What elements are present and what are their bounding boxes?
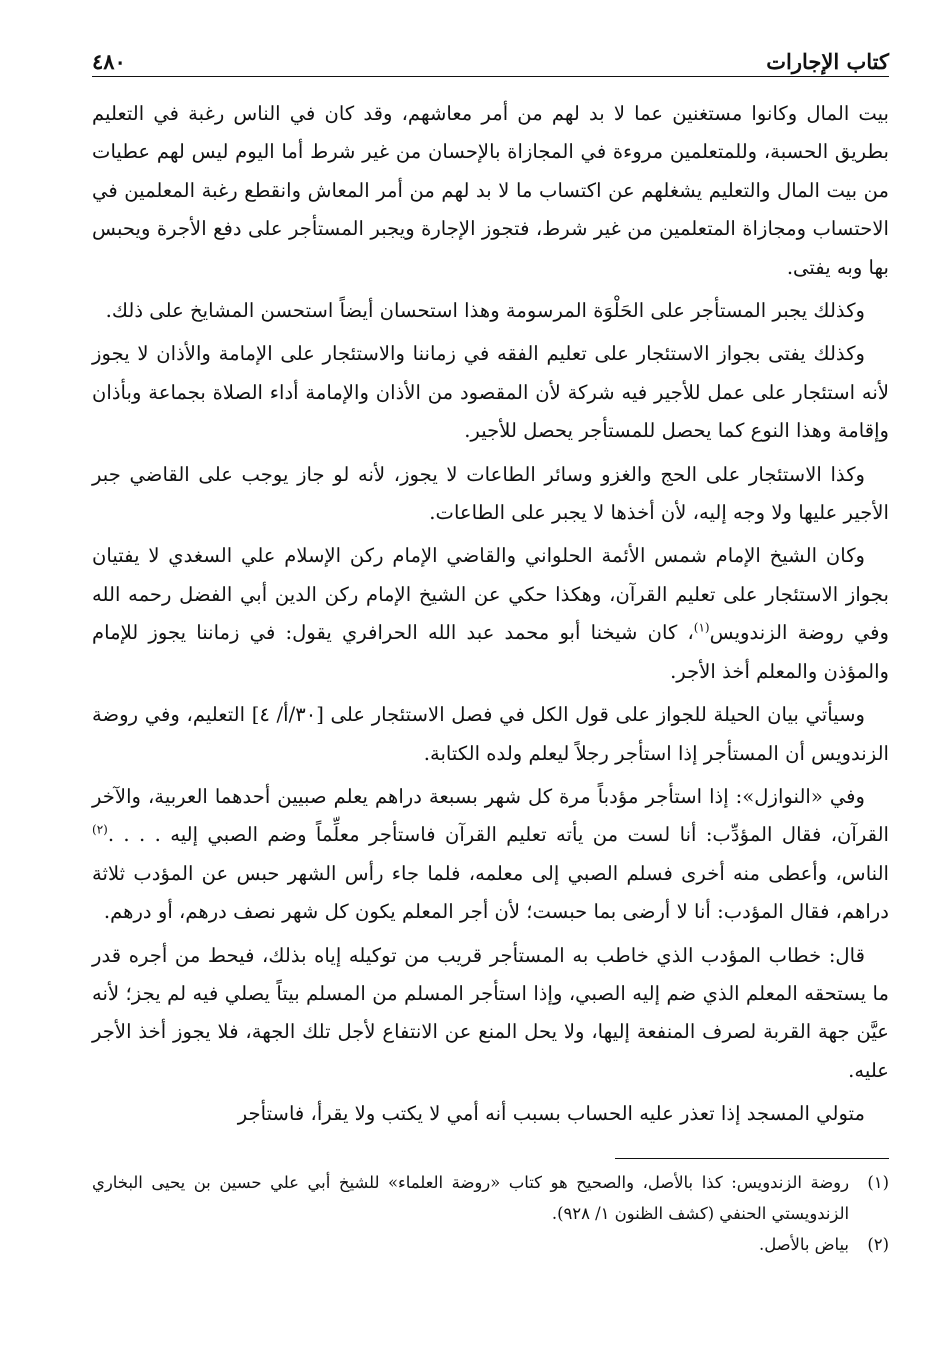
footnote bbox=[92, 1167, 889, 1229]
paragraph bbox=[92, 95, 889, 287]
paragraph-text: وكذا الاستئجار على الحج والغزو وسائر الطاعات لا يجوز، لأنه لو جاز يوجب على القاضي جبر الأجير عليها ولا وجه إليه، لأن أخذها لا يجبر على الطاعات. bbox=[92, 462, 889, 525]
paragraph bbox=[92, 456, 889, 533]
page-number: ٤٨٠ bbox=[92, 49, 126, 74]
paragraph-text: وكذلك يفتى بجواز الاستئجار على تعليم الفقه في زماننا والاستئجار على الإمامة والأذان لا يجوز لأنه استئجار على عمل للأجير فيه شركة لأن المقصود من الأذان والإمامة أداء الصلاة بجماعة وبأذان وإقامة وهذا النوع كما يحصل للمستأجر يحصل للأجير. bbox=[92, 342, 889, 443]
paragraph bbox=[92, 696, 889, 773]
running-head bbox=[92, 34, 889, 77]
footnote-text: بياض بالأصل. bbox=[759, 1234, 849, 1254]
paragraph-text: ، كان شيخنا أبو محمد عبد الله الحرافري يقول: في زماننا يجوز للإمام والمؤذن والمعلم أخذ الأجر. bbox=[92, 621, 889, 683]
paragraph bbox=[92, 335, 889, 450]
footnote-divider bbox=[615, 1158, 889, 1159]
paragraph-text: متولي المسجد إذا تعذر عليه الحساب بسبب أنه أمي لا يكتب ولا يقرأ، فاستأجر bbox=[237, 1102, 865, 1126]
footnote-number: (١) bbox=[867, 1172, 889, 1192]
body-text bbox=[92, 95, 889, 1134]
book-title: كتاب الإجارات bbox=[766, 49, 889, 74]
footnote bbox=[92, 1229, 889, 1260]
paragraph bbox=[92, 1095, 889, 1133]
footnote-text: روضة الزندويس: كذا بالأصل، والصحيح هو كتاب «روضة العلماء» للشيخ أبي علي حسين بن يحيى البخاري الزندويستي الحنفي (كشف الظنون ١/ ٩٢٨). bbox=[92, 1172, 849, 1223]
paragraph-text: الناس، وأعطى منه أخرى فسلم الصبي إلى معلمه، فلما جاء رأس الشهر حبس عن المؤدب ثلاثة دراهم، فقال المؤدب: أنا لا أرضى بما حبست؛ لأن أجر المعلم يكون كل شهر نصف درهم، أو درهم. bbox=[92, 861, 889, 924]
footnote-number: (٢) bbox=[867, 1234, 889, 1254]
paragraph-text: وكان الشيخ الإمام شمس الأئمة الحلواني والقاضي الإمام ركن الإسلام علي السغدي لا يفتيان بجواز الاستئجار على تعليم القرآن، وهكذا حكي عن الشيخ الإمام ركن الدين أبي الفضل رحمه الله وفي روضة الزندويس bbox=[92, 544, 889, 645]
footnote-ref[interactable]: (٢) bbox=[92, 822, 108, 837]
paragraph-text: وسيأتي بيان الحيلة للجواز على قول الكل في فصل الاستئجار على [٣٠/أ/ ٤] التعليم، وفي روضة الزندويس أن المستأجر إذا استأجر رجلاً ليعلم ولده الكتابة. bbox=[92, 703, 889, 765]
paragraph-text: بيت المال وكانوا مستغنين عما لا بد لهم من أمر معاشهم، وقد كان في الناس رغبة في التعليم بطريق الحسبة، وللمتعلمين مروءة في المجازاة بالإحسان من غير شرط أما اليوم ليس لهم عطيات من بيت المال والتعليم يشغلهم عن اكتساب ما لا بد لهم من أمر المعاش وانقطع رغبة المعلمين في الاحتساب ومجازاة المتعلمين من غير شرط، فتجوز الإجارة ويجبر المستأجر على دفع الأجرة ويحبس بها وبه يفتى. bbox=[92, 102, 889, 279]
paragraph-text: وكذلك يجبر المستأجر على الحَلْوَة المرسومة وهذا استحسان أيضاً استحسن المشايخ على ذلك. bbox=[105, 299, 865, 323]
footnote-ref[interactable]: (١) bbox=[693, 620, 710, 635]
paragraph bbox=[92, 937, 889, 1091]
paragraph-text: وفي «النوازل»: إذا استأجر مؤدباً مرة كل شهر بسبعة دراهم يعلم صبيين أحدهما العربية، والآخر القرآن، فقال المؤدِّب: أنا لست من يأته تعليم القرآن فاستأجر معلِّماً وضم الصبي إليه . . . . bbox=[92, 784, 889, 847]
paragraph bbox=[92, 292, 889, 330]
paragraph bbox=[92, 778, 889, 932]
paragraph-text: قال: خطاب المؤدب الذي خاطب به المستأجر قريب من توكيله إياه بذلك، فيحط من أجره قدر ما يستحقه المعلم الذي ضم إليه الصبي، وإذا استأجر المسلم من المسلم بيتاً يصلي فيه لم يجز؛ لأنه عيَّن جهة القربة لصرف المنفعة إليها، ولا يحل المنع عن الانتفاع لأجل تلك الجهة، فلا يجوز أخذ الأجر عليه. bbox=[92, 943, 889, 1082]
footnotes bbox=[92, 1167, 889, 1260]
paragraph bbox=[92, 537, 889, 691]
